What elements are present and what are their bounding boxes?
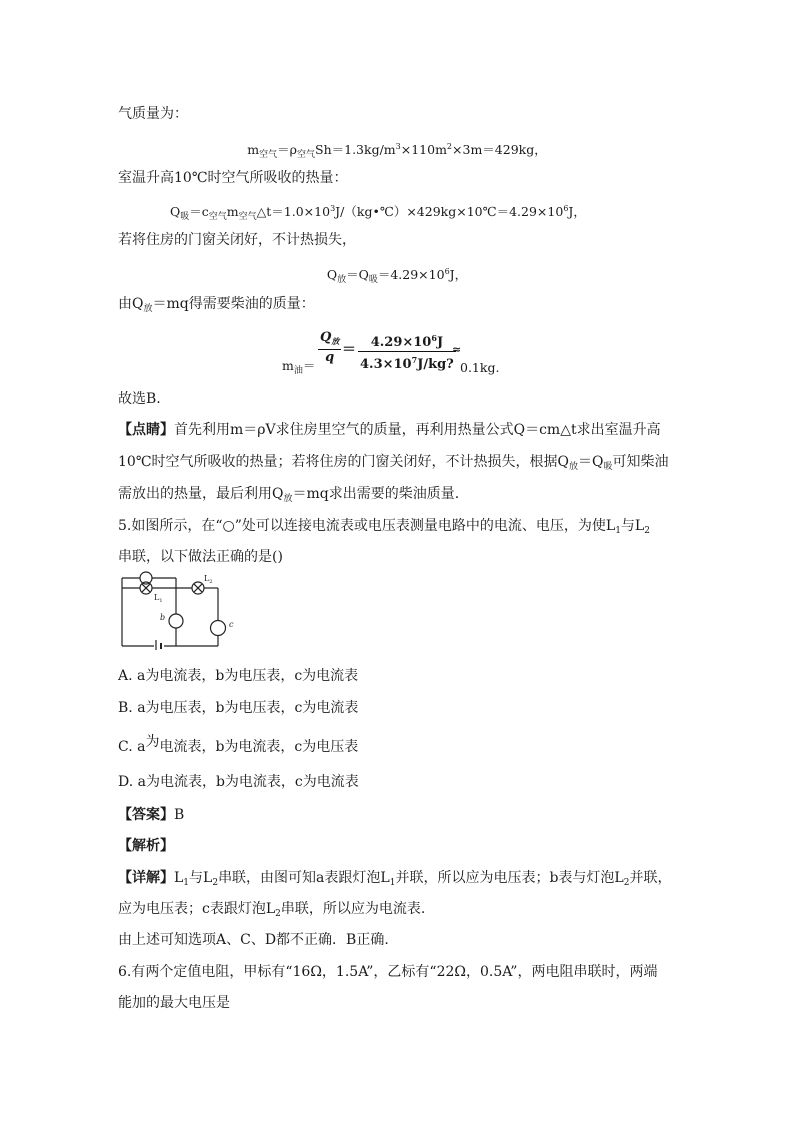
question-6-line-1: 6.有两个定值电阻，甲标有“16Ω，1.5A”，乙标有“22Ω，0.5A”，两电阻串联时，两端 [118,964,658,980]
answer-line [118,805,184,825]
text-line-no-heat-loss: 若将住房的门窗关闭好，不计热损失， [118,232,356,248]
detail-tag: 【详解】 [118,870,174,886]
tip-tag: 【点睛】 [118,422,174,438]
formula-air-mass: $m_{空气}=\rho_{空气}Sh=1.3kg/m^3\times 110m^2\times 3m=429kg$， [247,142,547,160]
text-line-choose-b: 故选B. [118,391,161,407]
answer-value: B [174,807,185,823]
text-line-air-mass: 气质量为： [118,106,188,122]
option-b: B. a为电压表，b为电压表，c为电流表 [118,700,359,716]
label-b: b [160,613,166,622]
tip-line-1: 【点睛】首先利用m＝ρV求住房里空气的质量，再利用热量公式Q＝cm△t求出室温升高 [118,422,661,438]
label-c: c [229,620,234,629]
option-c: C. a为电流表，b为电流表，c为电压表 [118,734,359,755]
detail-line-2: 应为电压表；c表跟灯泡$L_2$串联，所以应为电流表. [118,901,426,919]
analysis-heading: 【解析】 [118,838,174,854]
tip-line-2: 10℃时空气所吸收的热量；若将住房的门窗关闭好，不计热损失，根据$Q_放=Q_吸$可知柴油 [118,454,669,472]
formula-heat-released: $Q_放=Q_吸=4.29\times 10^6J$， [326,267,468,285]
label-l2: $L_2$ [204,574,213,585]
formula-diesel-mass: $m_油=$ $Q_放$ q ＝ $4.29\times 10^6J$ $4.3\times 10^7J/kg$? ≈ 0.1kg. [282,330,500,376]
question-5-line-2: 串联，以下做法正确的是() [118,549,283,565]
tip-line-3: 需放出的热量，最后利用$Q_放=mq$求出需要的柴油质量. [118,486,460,504]
text-line-heat-absorbed: 室温升高10℃时空气所吸收的热量： [118,170,348,186]
question-5-line-1: 5.如图所示，在“○”处可以连接电流表或电压表测量电路中的电流、电压，为使$L_1$与$L_2$ [118,518,650,536]
label-l1: $L_1$ [154,593,163,604]
formula-heat-absorbed: $Q_吸=c_{空气}m_{空气}\triangle t=1.0\times 10^3J/(kg•℃)\times 429kg\times 10℃=4.29\times 10^6J$， [170,204,586,222]
label-a [144,570,149,571]
meter-c [211,621,226,636]
option-a: A. a为电流表，b为电压表，c为电流表 [118,668,359,684]
answer-tag: 【答案】 [118,807,174,823]
option-d: D. a为电流表，b为电流表，c为电流表 [118,774,359,790]
fraction-q-over-q: $Q_放$ q [320,330,340,365]
meter-b [169,614,183,628]
text-line-diesel-mass: 由$Q_放=mq$得需要柴油的质量： [118,296,315,314]
fraction-numeric: $4.29\times 10^6J$ $4.3\times 10^7J/kg$? [360,333,454,372]
question-6-line-2: 能加的最大电压是 [118,995,230,1011]
detail-line-1: 【详解】$L_1$与$L_2$串联，由图可知a表跟灯泡$L_1$并联，所以应为电压表；b表与灯泡$L_2$并联， [118,870,672,888]
circuit-diagram [118,570,242,650]
conclusion-line: 由上述可知选项A、C、D都不正确．B正确. [118,932,389,948]
